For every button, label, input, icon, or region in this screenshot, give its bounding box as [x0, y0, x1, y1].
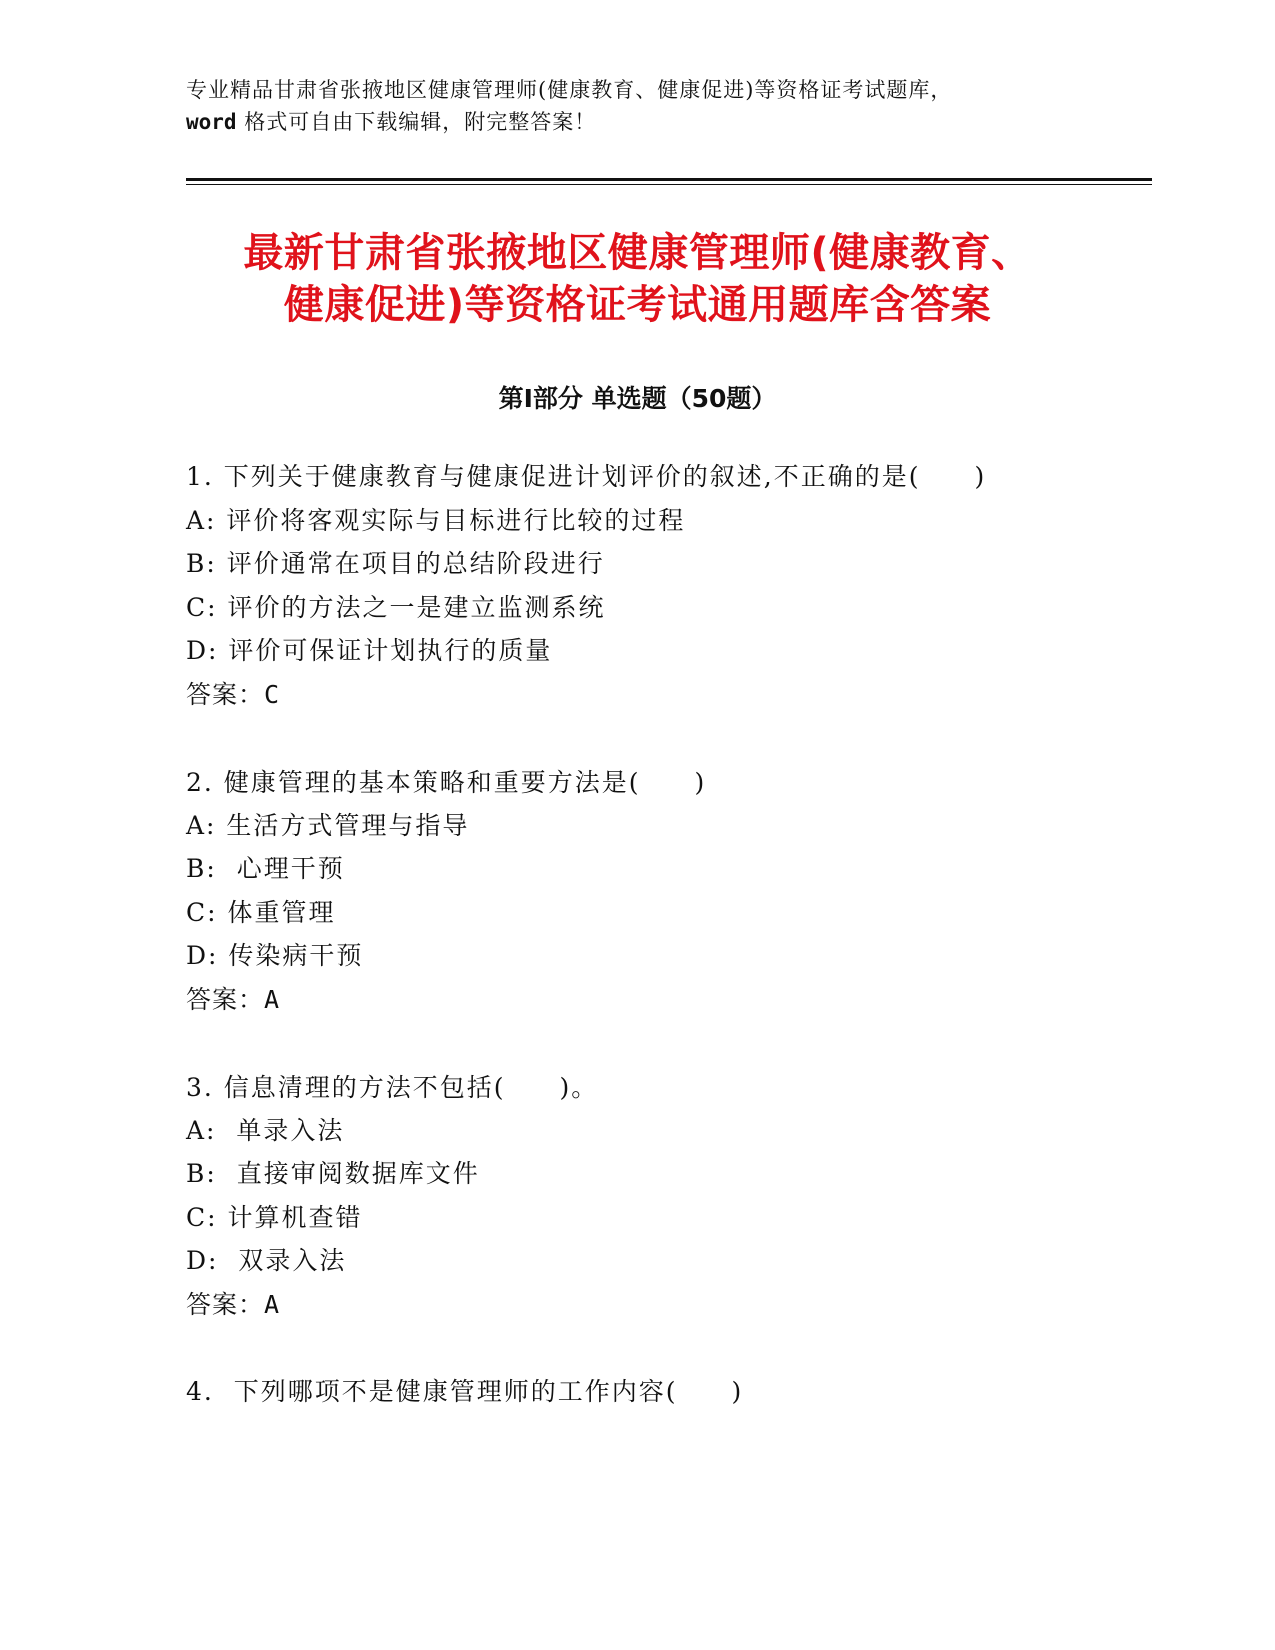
- question-2-option-c: C: 体重管理: [186, 898, 336, 927]
- header-line-2-text: 格式可自由下载编辑，附完整答案！: [236, 110, 597, 134]
- question-1-option-d: D: 评价可保证计划执行的质量: [186, 636, 553, 665]
- answer-label: 答案：: [186, 680, 265, 709]
- header-line-2: [186, 106, 1086, 138]
- header-divider-thick: [186, 178, 1152, 181]
- question-3-option-c: C: 计算机查错: [186, 1203, 363, 1232]
- question-3-stem: 3. 信息清理的方法不包括( )。: [186, 1073, 599, 1102]
- answer-label: 答案：: [186, 985, 265, 1014]
- question-2-option-b: B: 心理干预: [186, 854, 345, 883]
- question-1-option-c: C: 评价的方法之一是建立监测系统: [186, 593, 606, 622]
- answer-value: A: [264, 1290, 281, 1319]
- question-4-stem: 4. 下列哪项不是健康管理师的工作内容( ): [186, 1377, 744, 1406]
- question-2-answer: [186, 983, 280, 1017]
- answer-value: C: [264, 680, 281, 709]
- question-3-option-d: D: 双录入法: [186, 1246, 347, 1275]
- header-divider-thin: [186, 184, 1152, 185]
- question-1-option-b: B: 评价通常在项目的总结阶段进行: [186, 549, 605, 578]
- question-3-option-b: B: 直接审阅数据库文件: [186, 1159, 480, 1188]
- question-2-option-d: D: 传染病干预: [186, 941, 364, 970]
- document-title: [150, 227, 1125, 331]
- question-3-answer: [186, 1288, 280, 1322]
- question-1-answer: [186, 678, 280, 712]
- question-2-stem: 2. 健康管理的基本策略和重要方法是( ): [186, 768, 707, 797]
- question-1-stem: 1. 下列关于健康教育与健康促进计划评价的叙述,不正确的是( ): [186, 462, 987, 491]
- question-3-option-a: A: 单录入法: [186, 1116, 345, 1145]
- header-word-label: word: [186, 110, 237, 134]
- section-heading: 第Ⅰ部分 单选题（50题）: [498, 384, 777, 413]
- title-line-2: 健康促进)等资格证考试通用题库含答案: [283, 282, 992, 328]
- document-header: [186, 74, 1086, 138]
- question-2-option-a: A: 生活方式管理与指导: [186, 811, 470, 840]
- title-line-1: 最新甘肃省张掖地区健康管理师(健康教育、: [243, 230, 1032, 276]
- answer-label: 答案：: [186, 1290, 265, 1319]
- header-line-1: 专业精品甘肃省张掖地区健康管理师(健康教育、健康促进)等资格证考试题库，: [186, 78, 953, 102]
- question-1-option-a: A: 评价将客观实际与目标进行比较的过程: [186, 506, 686, 535]
- answer-value: A: [264, 985, 281, 1014]
